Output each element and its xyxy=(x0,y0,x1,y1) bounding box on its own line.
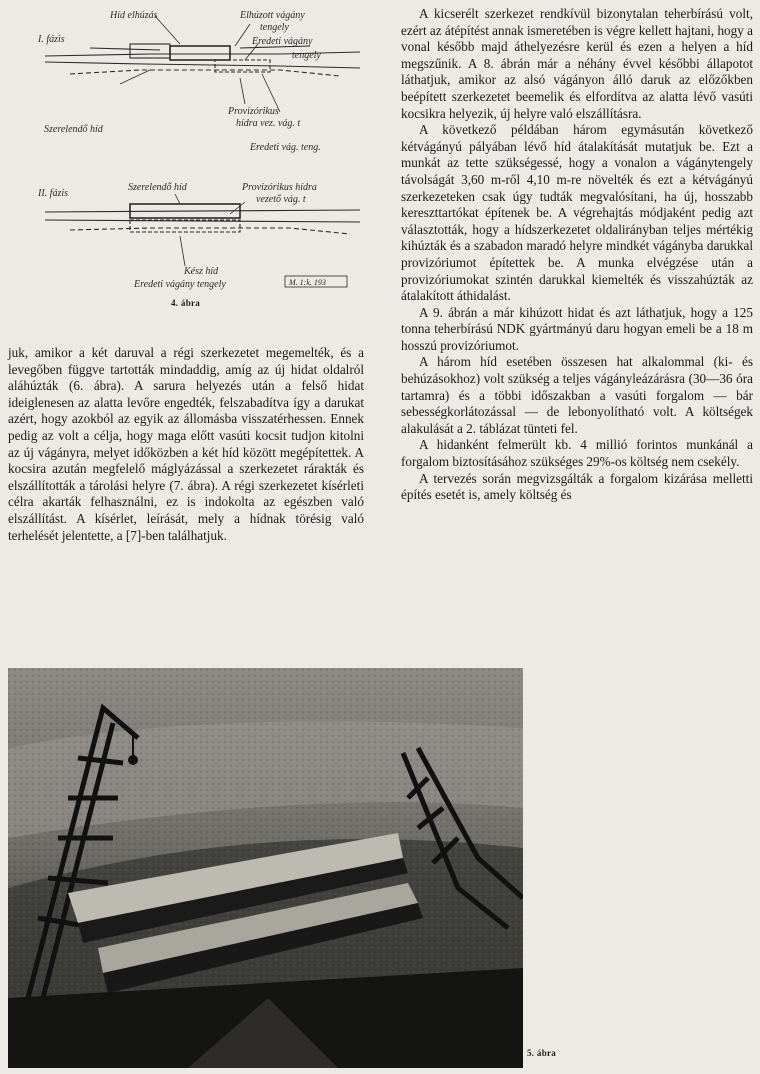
track-line xyxy=(70,228,350,234)
bridge-rect xyxy=(130,44,170,58)
label-tengely-2: tengely xyxy=(292,50,321,61)
paragraph: A következő példában három egymásután következő kétvágányú pályában lévő híd átalakítását mutatjuk be. Ezt a munkát az tette szükségessé, hogy a vonalon a vágánytengely távolságát 3,60 m-ről 4,10 m-re növelték és ezt a kétvágányú szerkezeteken csak úgy tudták megvalósítani, ha új, hosszabb kereszttartókat építenek be. A végrehajtás módjaként pedig azt választották, hogy a hídszerkezetet oldalirányban teljes mértékig kihúzták és a szabadon maradó helyre mindkét vágányba darukkal provizóriumot építettek be. A munka elvégzése után a provizóriumokat szintén darukkal kiemelték és visszahúzták az átalakított áthidalást. xyxy=(401,122,753,304)
paragraph: A 9. ábrán a már kihúzott hidat és azt láthatjuk, hogy a 125 tonna teherbírású NDK gyártmányú daru hogyan emeli be a 18 m hosszú provizóriumot. xyxy=(401,304,753,353)
label-kesz-hid: Kész híd xyxy=(184,266,219,277)
figure-5-caption: 5. ábra xyxy=(527,1048,557,1058)
paragraph: juk, amikor a két daruval a régi szerkezetet megemelték, és a levegőben függve tartották mindaddig, amíg az új hidat oldalról aláhúzták (6. ábra). A sarura helyezés után a felső hidat ideiglenesen az alatta levőre engedték, felszabadítva így a darukat azért, hogy azokból az egyik az állomásba visszatérhessen. Ennek pedig az volt a célja, hogy maga előtt vasúti kocsit tudjon kitolni az új vágányra, melyet időközben a két híd között megépítettek. A kocsira azután megfelelő máglyázással a szerkezetet rárakták és elszállították a tárolási helyre (7. ábra). A régi szerkezetet kísérleti célra akarták felhasználni, ez is indokolta az egészben való elszállítást. A kísérlet, leírását, mely a hídnak törésig való terhelését jelentette, a [7]-ben találhatjuk. xyxy=(8,345,364,543)
track-line xyxy=(45,62,360,68)
paragraph: A három híd esetében összesen hat alkalommal (ki- és behúzásokhoz) volt szükség a teljes vágányleázárásra (30—36 óra tartamra) és a többi időszakban a vasúti forgalom — bár sebességkorlátozással — de lebonyolítható volt. A költségek alakulását a 2. táblázat tünteti fel. xyxy=(401,354,753,436)
label-vezeto-vag: vezető vág. t xyxy=(256,194,306,205)
label-hidra-vez: hídra vez. vág. t xyxy=(236,118,301,129)
label-szerelendo-hid-2: Szerelendő híd xyxy=(128,182,187,193)
right-text-column xyxy=(401,6,753,504)
figure-4-diagram xyxy=(30,4,370,294)
stamp-label: M. 1:k. 193 xyxy=(289,278,326,287)
paragraph: A tervezés során megvizsgálták a forgalom kizárása melletti építés esetét is, amely költség és xyxy=(401,470,753,503)
track-line xyxy=(45,210,360,212)
phase-2-label: II. fázis xyxy=(38,188,68,199)
label-elhuzott-vagany: Elhúzott vágány xyxy=(240,10,305,21)
label-eredeti-vag-teng: Eredeti vág. teng. xyxy=(250,142,321,153)
track-line xyxy=(70,70,340,76)
label-provizorikus-hidra: Provizórikus hídra xyxy=(242,182,317,193)
paragraph: A kicserélt szerkezet rendkívül bizonytalan teherbírású volt, ezért az átépítést annak ismeretében is végre kellett hajtani, hogy a vonal később majd áthelyezésre kerül és ezen a helyen a híd megszűnik. A 8. ábrán már a néhány évvel későbbi állapotot láthatjuk, amikor az alsó vágányon álló daruk az előzőkben beépített szerkezetet beemelik és elfordítva az alatta lévő vasúti kocsikra helyezik, új helyre való elszállításra. xyxy=(401,6,753,121)
left-text-column xyxy=(8,345,364,544)
label-hid-elhuzas: Híd elhúzás xyxy=(110,10,158,21)
figure-4-caption: 4. ábra xyxy=(171,298,201,308)
figure-5-photo xyxy=(8,668,523,1068)
label-eredeti-vagany: Eredeti vágány xyxy=(252,36,313,47)
label-szerelendo-hid-1: Szerelendő híd xyxy=(44,124,103,135)
bridge-rect xyxy=(170,46,230,60)
paragraph: A hidanként felmerült kb. 4 millió forintos munkánál a forgalom biztosításához szükséges 29%-os költség nem csekély. xyxy=(401,437,753,470)
label-tengely-1: tengely xyxy=(260,22,289,33)
label-provizorikus-1: Provizórikus xyxy=(228,106,279,117)
label-eredeti-vagany-tengely: Eredeti vágány tengely xyxy=(134,279,226,290)
bridge-rect xyxy=(130,220,240,232)
phase-1-label: I. fázis xyxy=(38,34,65,45)
